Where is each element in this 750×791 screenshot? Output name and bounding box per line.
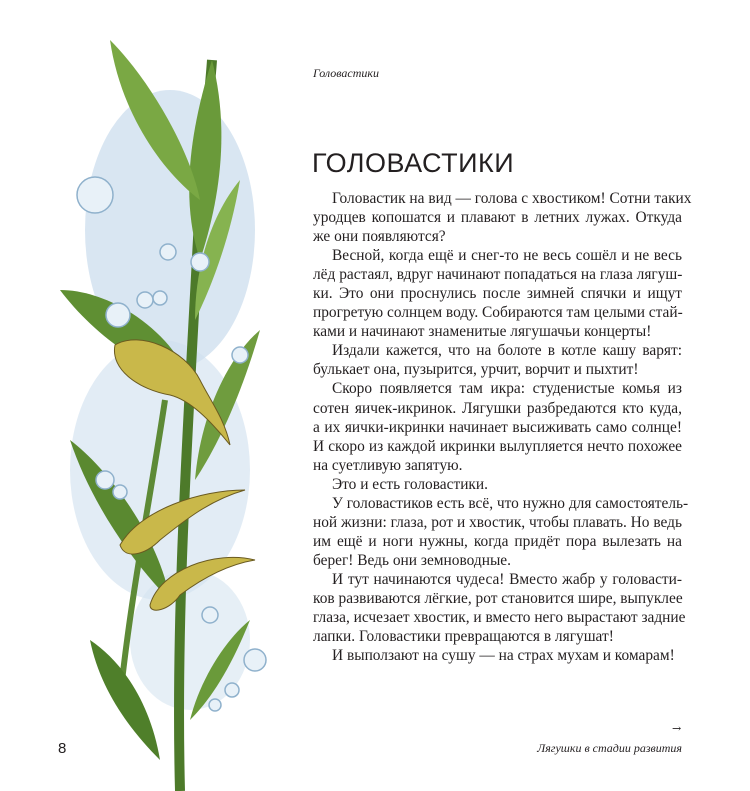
tadpoles-illustration [0, 0, 300, 791]
text-line: лёд растаял, вдруг начинают попадаться на глаза лягуш- [313, 266, 683, 284]
text-line: Головастик на вид — голова с хвостиком! Сотни таких [332, 190, 692, 207]
text-line: уродцев копошатся и плавают в летних лужах. Откуда [313, 209, 682, 227]
text-line: сотен яичек-икринок. Лягушки разбредаются кто куда, [313, 399, 682, 417]
text-line: ной жизни: глаза, рот и хвостик, чтобы плавать. Но ведь [313, 513, 682, 531]
running-header: Головастики [313, 66, 380, 80]
text-line: ками и начинают знаменитые лягушачьи концерты! [313, 323, 652, 341]
text-line: ков развиваются лёгкие, рот становится шире, выпуклее [313, 589, 683, 607]
text-line: лапки. Головастики превращаются в лягушат! [313, 628, 614, 646]
text-line: Издали кажется, что на болоте в котле кашу варят: [332, 342, 682, 360]
text-line: а их яички-икринки начинает высиживать само солнце! [313, 418, 682, 436]
text-line: же они появляются? [313, 228, 446, 246]
arrow-right-icon: → [672, 722, 682, 735]
text-line: Это и есть головастики. [332, 475, 488, 493]
text-line: берег! Ведь они земноводные. [313, 551, 511, 569]
article-body [313, 189, 692, 665]
page-title: ГОЛОВАСТИКИ [312, 148, 515, 178]
text-line: прогретую солнцем воду. Собираются там целыми стай- [313, 304, 683, 322]
text-line: глаза, исчезает хвостик, и вместо него вырастают задние [313, 609, 686, 627]
text-line: У головастиков есть всё, что нужно для самостоятель- [332, 494, 689, 512]
text-line: булькает она, пузырится, урчит, ворчит и пыхтит! [313, 361, 639, 379]
text-line: ки. Это они проснулись после зимней спячки и ищут [313, 285, 682, 303]
text-line: И тут начинаются чудеса! Вместо жабр у головасти- [332, 570, 682, 588]
text-line: Скоро появляется там икра: студенистые комья из [332, 380, 682, 398]
text-line: на суетливую запятую. [313, 456, 463, 474]
page-number: 8 [58, 740, 67, 757]
text-line: Весной, когда ещё и снег-то не весь сошёл и не весь [332, 247, 682, 265]
illustration-caption: Лягушки в стадии развития [537, 741, 682, 755]
text-line: им ещё и ноги нужны, когда придёт пора вылезать на [313, 532, 682, 550]
text-line: И выползают на сушу — на страх мухам и комарам! [332, 647, 675, 665]
text-line: И скоро из каждой икринки вылупляется нечто похожее [313, 437, 682, 455]
